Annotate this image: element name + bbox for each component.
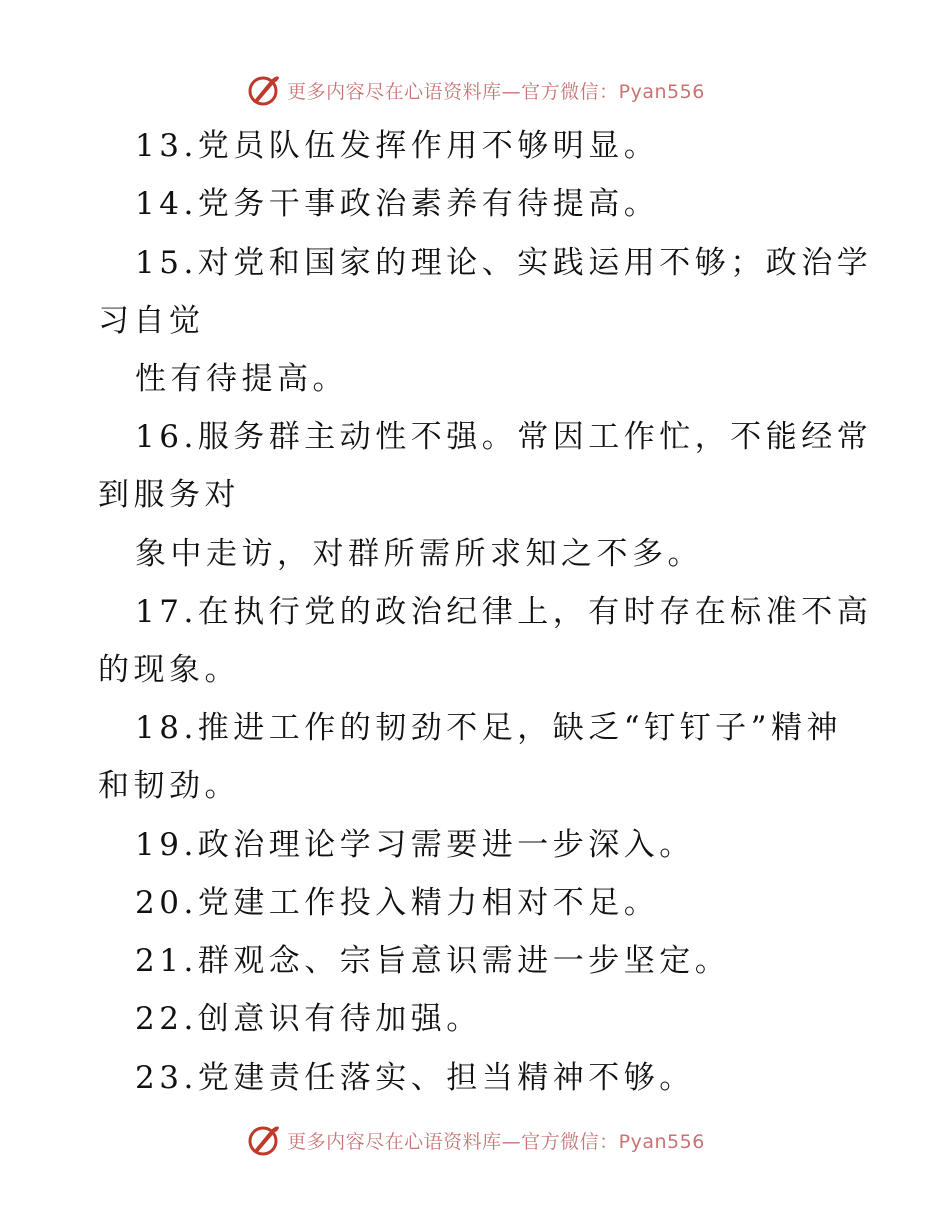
feather-logo-icon	[245, 72, 281, 108]
list-item: 22.创意识有待加强。	[135, 1001, 482, 1037]
list-item-continuation: 到服务对	[98, 477, 240, 513]
list-item-continuation: 的现象。	[98, 652, 240, 688]
list-item: 18.推进工作的韧劲不足，缺乏“钉钉子”精神	[135, 710, 842, 746]
footer-watermark-banner	[0, 1120, 950, 1160]
list-item: 17.在执行党的政治纪律上，有时存在标准不高	[135, 594, 873, 630]
list-item: 14.党务干事政治素养有待提高。	[135, 186, 660, 222]
list-item-continuation: 象中走访，对群所需所求知之不多。	[135, 536, 703, 572]
footer-watermark-text: 更多内容尽在心语资料库—官方微信：Pyan556	[287, 1130, 705, 1153]
list-item: 21.群观念、宗旨意识需进一步坚定。	[135, 943, 731, 979]
list-item: 23.党建责任落实、担当精神不够。	[135, 1060, 695, 1096]
list-item-continuation: 习自觉	[98, 303, 205, 339]
list-item: 15.对党和国家的理论、实践运用不够；政治学	[135, 245, 873, 281]
feather-logo-icon	[245, 1122, 281, 1158]
header-watermark-banner	[0, 70, 950, 110]
list-item: 16.服务群主动性不强。常因工作忙，不能经常	[135, 419, 873, 455]
header-watermark-text: 更多内容尽在心语资料库—官方微信：Pyan556	[287, 80, 705, 103]
list-item-continuation: 和韧劲。	[98, 768, 240, 804]
list-item: 20.党建工作投入精力相对不足。	[135, 885, 660, 921]
list-item: 19.政治理论学习需要进一步深入。	[135, 827, 695, 863]
list-item-continuation: 性有待提高。	[135, 361, 348, 397]
list-item: 13.党员队伍发挥作用不够明显。	[135, 128, 660, 164]
